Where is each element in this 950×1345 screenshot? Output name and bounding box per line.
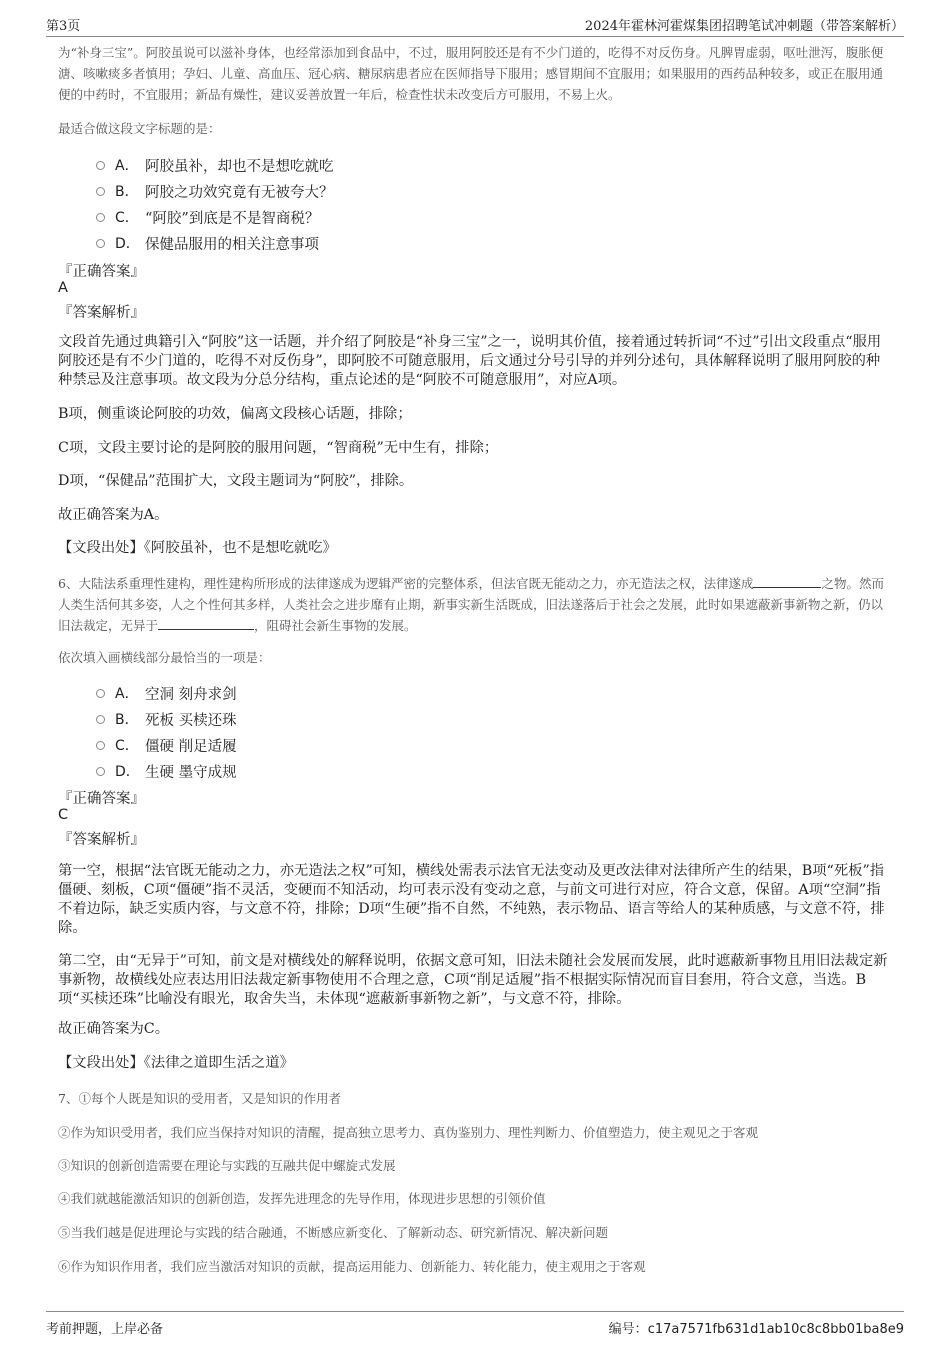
q6-analysis-para: 第一空，根据“法官既无能动之力，亦无造法之权”可知，横线处需表示法官无法变动及更改法律对法律所产生的结果，B项“死板”指僵硬、刻板，C项“僵硬”指不灵活，变硬而不知活动，均可表示没有变动之意，与前文可进行对应，符合文意，保留。A项“空洞”指不着边际，缺乏实质内容，与文意不符，排除；D项“生硬”指不自然，不纯熟，表示物品、语言等给人的某种质感，与文意不符，排除。: [58, 863, 885, 936]
radio-icon[interactable]: [96, 689, 105, 698]
q5-analysis-para: B项，侧重谈论阿胶的功效，偏离文段核心话题，排除；: [58, 406, 412, 422]
fill-blank: [158, 616, 254, 630]
q5-answer-label: 『正确答案』: [58, 264, 145, 280]
q5-question: 最适合做这段文字标题的是：: [58, 121, 221, 136]
document-title: 2024年霍林河霍煤集团招聘笔试冲刺题（带答案解析）: [584, 19, 904, 34]
q6-passage: 6、大陆法系重理性建构，理性建构所形成的法律遂成为逻辑严密的完整体系，但法官既无能动之力，亦无造法之权，法律遂成 之物。然而人类生活何其多姿，人之个性何其多样，人类社会之进步靡有止期，新事实新生活既成，旧法遂落后于社会之发展，此时如果遮蔽新事新物之新，仍以旧法裁定，无异于 ，阻碍社会新生事物的发展。: [58, 576, 884, 633]
page-header: [46, 14, 904, 37]
page-number: 第3页: [46, 19, 81, 34]
q5-analysis-para: 故正确答案为A。: [58, 507, 169, 523]
q6-options: [96, 680, 237, 784]
q7-statement: ⑥作为知识作用者，我们应当激活对知识的贡献，提高运用能力、创新能力、转化能力，使主观用之于客观: [58, 1259, 646, 1274]
radio-icon[interactable]: [96, 161, 105, 170]
q5-option-d[interactable]: D． 保健品服用的相关注意事项: [96, 230, 334, 256]
fill-blank: [753, 574, 821, 588]
radio-icon[interactable]: [96, 741, 105, 750]
q5-analysis-label: 『答案解析』: [58, 305, 145, 321]
q7-statement: ②作为知识受用者，我们应当保持对知识的清醒，提高独立思考力、真伪鉴别力、理性判断力、价值塑造力，使主观见之于客观: [58, 1125, 759, 1140]
q6-answer-label: 『正确答案』: [58, 791, 145, 807]
q5-option-a[interactable]: A． 阿胶虽补，却也不是想吃就吃: [96, 152, 334, 178]
q7-statement: ⑤当我们越是促进理论与实践的结合融通，不断感应新变化、了解新动态、研究新情况、解决新问题: [58, 1225, 609, 1240]
q7-statement: 7、①每个人既是知识的受用者，又是知识的作用者: [58, 1091, 341, 1106]
q6-analysis-para: 故正确答案为C。: [58, 1021, 170, 1037]
q5-passage: 为“补身三宝”。阿胶虽说可以滋补身体，也经常添加到食品中，不过，服用阿胶还是有不少门道的，吃得不对反伤身。凡脾胃虚弱，呕吐泄泻，腹胀便溏、咳嗽痰多者慎用；孕妇、儿童、高血压、冠心病、糖尿病患者应在医师指导下服用；感冒期间不宜服用；如果服用的西药品种较多，或正在服用通便的中药时，不宜服用；新品有燥性，建议妥善放置一年后，检查性状未改变后方可服用，不易上火。: [58, 45, 884, 102]
radio-icon[interactable]: [96, 239, 105, 248]
q5-analysis-para: 文段首先通过典籍引入“阿胶”这一话题，并介绍了阿胶是“补身三宝”之一，说明其价值，接着通过转折词“不过”引出文段重点“服用阿胶还是有不少门道的，吃得不对反伤身”，即阿胶不可随意服用，后文通过分号引导的并列分述句，具体解释说明了服用阿胶的种种禁忌及注意事项。故文段为分总分结构，重点论述的是“阿胶不可随意服用”，对应A项。: [58, 334, 882, 388]
q6-source: 【文段出处】《法律之道即生活之道》: [58, 1055, 294, 1071]
q7-statement: ③知识的创新创造需要在理论与实践的互融共促中螺旋式发展: [58, 1158, 396, 1173]
radio-icon[interactable]: [96, 187, 105, 196]
q6-option-b[interactable]: B． 死板 买椟还珠: [96, 706, 237, 732]
q5-options: [96, 152, 334, 256]
q6-option-a[interactable]: A． 空洞 刻舟求剑: [96, 680, 237, 706]
q6-option-d[interactable]: D． 生硬 墨守成规: [96, 758, 237, 784]
radio-icon[interactable]: [96, 213, 105, 222]
q6-analysis-para: 第二空，由“无异于”可知，前文是对横线处的解释说明，依据文意可知，旧法未随社会发展而发展，此时遮蔽新事物且用旧法裁定新事新物，故横线处应表达用旧法裁定新事物使用不合理之意，C项“削足适履”指不根据实际情况而盲目套用，符合文意，当选。B项“买椟还珠”比喻没有眼光，取舍失当，未体现“遮蔽新事新物之新”，与文意不符，排除。: [58, 953, 888, 1007]
q6-question: 依次填入画横线部分最恰当的一项是：: [58, 650, 271, 665]
footer-slogan: 考前押题，上岸必备: [46, 1321, 164, 1337]
q6-analysis-label: 『答案解析』: [58, 832, 145, 848]
page-footer: [46, 1311, 904, 1338]
q5-option-b[interactable]: B． 阿胶之功效究竟有无被夸大？: [96, 178, 334, 204]
q6-answer: C: [58, 807, 69, 823]
q5-source: 【文段出处】《阿胶虽补，也不是想吃就吃》: [58, 540, 337, 556]
q5-analysis-para: C项，文段主要讨论的是阿胶的服用问题，“智商税”无中生有，排除；: [58, 440, 499, 456]
q5-analysis-para: D项，“保健品”范围扩大，文段主题词为“阿胶”，排除。: [58, 473, 414, 489]
footer-code: 编号：c17a7571fb631d1ab10c8c8bb01ba8e9: [608, 1321, 904, 1337]
radio-icon[interactable]: [96, 767, 105, 776]
radio-icon[interactable]: [96, 715, 105, 724]
q6-option-c[interactable]: C． 僵硬 削足适履: [96, 732, 237, 758]
q5-answer: A: [58, 280, 68, 296]
q7-statement: ④我们就越能激活知识的创新创造，发挥先进理念的先导作用，体现进步思想的引领价值: [58, 1191, 546, 1206]
q5-option-c[interactable]: C． “阿胶”到底是不是智商税？: [96, 204, 334, 230]
